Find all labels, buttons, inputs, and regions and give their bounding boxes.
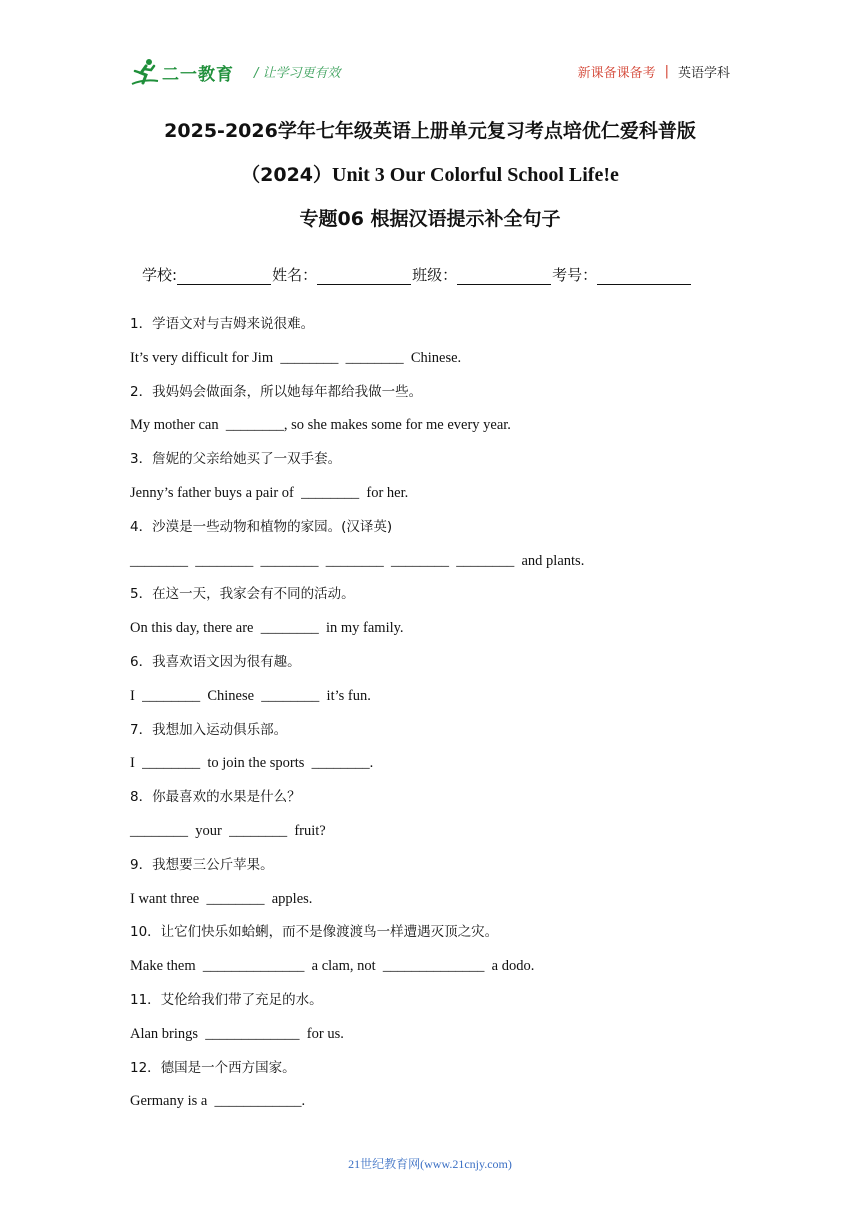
question-item [130, 518, 730, 586]
header-subject-label: 英语学科 [677, 66, 730, 81]
question-item [130, 585, 730, 653]
page-footer[interactable]: 21世纪教育网(www.21cnjy.com) [348, 1157, 512, 1171]
subtitle-edition: （2024） [241, 164, 333, 186]
class-blank[interactable] [457, 268, 551, 285]
class-label: 班级： [412, 266, 458, 284]
question-item [130, 315, 730, 383]
question-sentence: Alan brings _____________ for us. [130, 1025, 344, 1042]
exam-number-blank[interactable] [597, 268, 691, 285]
header-course-label: 新课备课备考 [577, 66, 656, 81]
question-item [130, 788, 730, 856]
question-prompt: 5．在这一天，我家会有不同的活动。 [130, 586, 355, 603]
question-item [130, 923, 730, 991]
question-sentence: It’s very difficult for Jim ________ ________ Chinese. [130, 349, 462, 366]
question-prompt: 3．詹妮的父亲给她买了一双手套。 [130, 451, 342, 468]
question-sentence: My mother can ________, so she makes some for me every year. [130, 417, 511, 434]
question-item [130, 653, 730, 721]
name-blank[interactable] [317, 268, 411, 285]
header-separator: | [664, 64, 669, 79]
question-sentence: I ________ Chinese ________ it’s fun. [130, 687, 371, 704]
question-item [130, 1059, 730, 1127]
question-prompt: 9．我想要三公斤苹果。 [130, 856, 274, 873]
question-sentence: Germany is a ____________. [130, 1093, 306, 1110]
question-item [130, 856, 730, 924]
document-title: 2025-2026学年七年级英语上册单元复习考点培优仁爱科普版 [164, 120, 696, 142]
question-prompt: 2．我妈妈会做面条，所以她每年都给我做一些。 [130, 383, 423, 400]
page-header [130, 56, 730, 90]
question-sentence: ________ ________ ________ ________ ________ ________ and plants. [130, 552, 585, 569]
running-figure-icon [130, 57, 160, 87]
header-subject [578, 62, 730, 81]
question-prompt: 7．我想加入运动俱乐部。 [130, 721, 288, 738]
school-label: 学校: [142, 266, 178, 284]
school-blank[interactable] [177, 268, 271, 285]
question-item [130, 721, 730, 789]
logo-text: 二一教育 [162, 64, 234, 85]
question-item [130, 383, 730, 451]
document-subtitle [0, 160, 860, 187]
subtitle-unit: Unit 3 Our Colorful School Life!e [332, 164, 619, 186]
question-item [130, 450, 730, 518]
question-sentence: On this day, there are ________ in my family. [130, 620, 404, 637]
question-prompt: 4．沙漠是一些动物和植物的家园。(汉译英) [130, 518, 393, 535]
logo [130, 56, 234, 88]
question-item [130, 991, 730, 1059]
question-sentence: Jenny’s father buys a pair of ________ for her. [130, 484, 409, 501]
question-prompt: 11．艾伦给我们带了充足的水。 [130, 991, 323, 1008]
exam-number-label: 考号： [552, 266, 598, 284]
student-info-line [142, 264, 692, 285]
question-prompt: 10．让它们快乐如蛤蜊，而不是像渡渡鸟一样遭遇灭顶之灾。 [130, 924, 499, 941]
slogan: / 让学习更有效 [254, 66, 341, 81]
question-sentence: I want three ________ apples. [130, 890, 313, 907]
question-prompt: 1．学语文对与吉姆来说很难。 [130, 316, 315, 332]
question-sentence: ________ your ________ fruit? [130, 822, 326, 839]
question-prompt: 8．你最喜欢的水果是什么？ [130, 789, 301, 806]
question-sentence: Make them ______________ a clam, not ______________ a dodo. [130, 958, 535, 975]
question-prompt: 6．我喜欢语文因为很有趣。 [130, 653, 301, 670]
question-list [130, 315, 730, 1126]
question-prompt: 12．德国是一个西方国家。 [130, 1059, 296, 1076]
name-label: 姓名： [272, 266, 318, 284]
question-sentence: I ________ to join the sports ________. [130, 755, 374, 772]
topic-title: 专题06 根据汉语提示补全句子 [299, 208, 561, 230]
